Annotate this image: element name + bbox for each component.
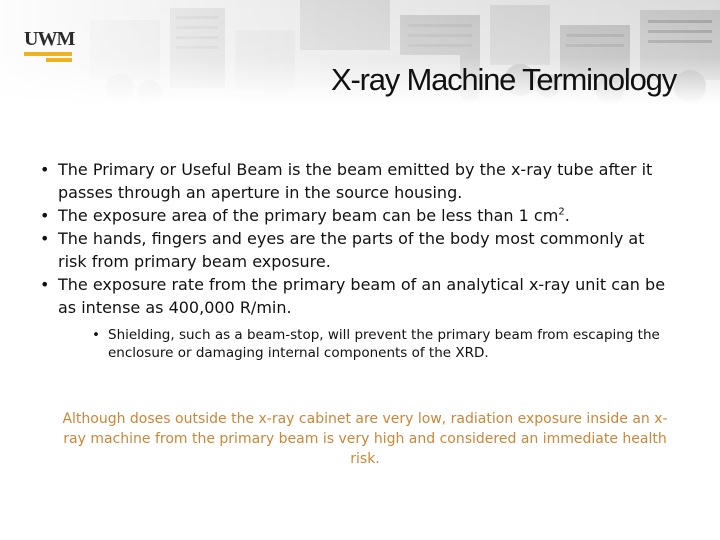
- slide-title: X-ray Machine Terminology: [330, 62, 676, 97]
- header-banner: [0, 0, 720, 105]
- bullet-text: The hands, fingers and eyes are the parts of the body most commonly at risk from primary beam exposure.: [58, 229, 645, 271]
- superscript: 2: [558, 206, 565, 218]
- bullet-list: [34, 158, 674, 362]
- bullet-item: [34, 204, 674, 227]
- warning-note: Although doses outside the x-ray cabinet are very low, radiation exposure inside an x-ray machine from the primary beam is very high and considered an immediate health risk.: [62, 411, 668, 467]
- bullet-item: [34, 227, 674, 273]
- uwm-logo: [24, 28, 74, 66]
- bullet-item: [34, 273, 674, 362]
- bullet-text: The exposure rate from the primary beam of an analytical x-ray unit can be as intense as 400,000 R/min.: [58, 275, 666, 317]
- sub-bullet-text: Shielding, such as a beam-stop, will prevent the primary beam from escaping the enclosure or damaging internal components of the XRD.: [108, 327, 660, 361]
- sub-bullet-list: [58, 326, 674, 362]
- logo-stripe: [24, 52, 72, 56]
- bullet-text: The exposure area of the primary beam can be less than 1 cm: [58, 206, 559, 225]
- sub-bullet-item: [86, 326, 674, 362]
- bullet-item: [34, 158, 674, 204]
- logo-text: UWM: [24, 28, 75, 50]
- logo-stripe: [46, 58, 72, 62]
- bullet-suffix: .: [564, 206, 570, 225]
- slide-body: [34, 158, 674, 362]
- bullet-text: The Primary or Useful Beam is the beam emitted by the x-ray tube after it passes through an aperture in the source housing.: [58, 160, 653, 202]
